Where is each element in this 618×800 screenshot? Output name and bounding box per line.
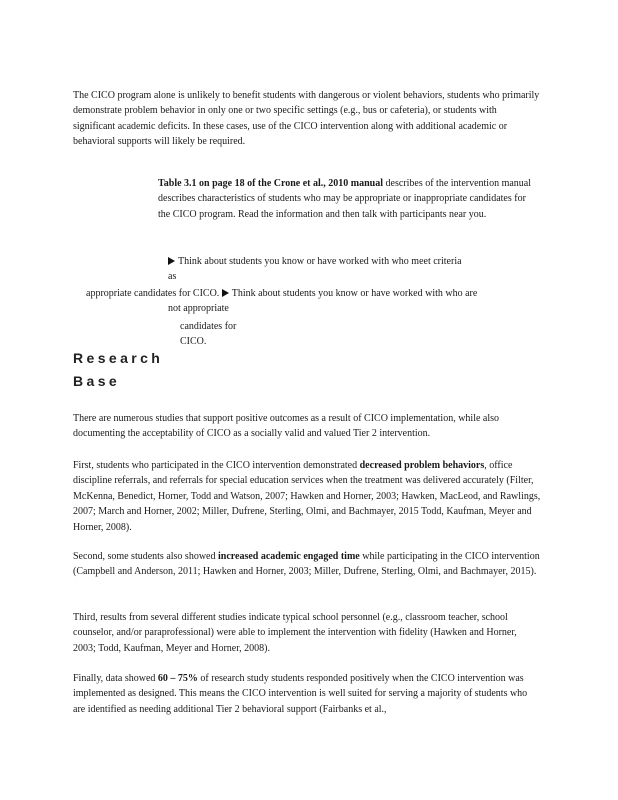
paragraph-text: , office discipline referrals, and referrals for special education services when the treatment was delivered accurately (Filter, McKenna, Benedict, Horner, Todd and Watson, 2007; Hawken and Horner, 2003; Hawken, MacLeod, and Rawlings, 2007; March and Horner, 2002; Miller, Dufrene, Sterling, Olmi, and Bachmayer, 2015 Todd, Kaufman, Meyer and Horner, 2008). <box>73 460 541 533</box>
emphasis: increased academic engaged time <box>218 551 360 562</box>
bullet-appropriate <box>168 254 462 269</box>
bullet-text: Think about students you know or have worked with who are <box>231 288 478 299</box>
section-heading-line1: Research <box>73 350 164 366</box>
bullet-arrow-icon <box>222 289 229 297</box>
section-heading-line2: Base <box>73 373 121 389</box>
bullet-continuation: CICO. <box>180 336 207 347</box>
paragraph-third: Third, results from several different studies indicate typical school personnel (e.g., classroom teacher, school counselor, and/or paraprofessional) were able to implement the intervention with fidelity (Hawken and Horner, 2003; Todd, Kaufman, Meyer and Horner, 2008). <box>73 612 517 654</box>
table-note-paragraph <box>158 176 538 222</box>
emphasis: decreased problem behaviors <box>359 460 485 471</box>
intro-paragraph: The CICO program alone is unlikely to benefit students with dangerous or violent behaviors, students who primarily demonstrate problem behavior in only one or two specific settings (e.g., bus or cafeteria), or students with significant academic deficits. In these cases, use of the CICO intervention along with additional academic or behavioral supports will likely be required. <box>73 90 540 148</box>
bullet-continuation: not appropriate <box>168 303 229 314</box>
bullet-continuation: as <box>168 271 177 282</box>
bullet-arrow-icon <box>168 257 175 265</box>
paragraph-text: Second, some students also showed <box>73 551 218 562</box>
paragraph-text: First, students who participated in the CICO intervention demonstrated <box>73 460 360 471</box>
paragraph-text: Finally, data showed <box>73 673 158 684</box>
paragraph-finally <box>73 671 541 717</box>
emphasis: 60 – 75% <box>157 673 198 684</box>
paragraph-first <box>73 458 541 535</box>
paragraph-text: of research study students responded positively when the CICO intervention was implemented as designed. This means the CICO intervention is well suited for serving a majority of students who are identified as needing additional Tier 2 behavioral support (Fairbanks et al., <box>73 673 528 715</box>
paragraph-text: while participating in the CICO intervention (Campbell and Anderson, 2011; Hawken and Horner, 2003; Miller, Dufrene, Sterling, Olmi, and Bachmayer, 2015). <box>73 551 540 578</box>
bullet-continuation: candidates for <box>180 321 237 332</box>
bullet-text: Think about students you know or have worked with who meet criteria <box>178 256 462 267</box>
paragraph-overview: There are numerous studies that support positive outcomes as a result of CICO implementation, while also documenting the acceptability of CICO as a socially valid and valued Tier 2 intervention. <box>73 413 500 440</box>
table-note-text: describes of the intervention manual describes characteristics of students who may be appropriate or inappropriate candidates for the CICO program. Read the information and then talk with participants near you. <box>158 178 532 220</box>
paragraph-second <box>73 549 541 580</box>
bullet-text: appropriate candidates for CICO. <box>86 288 220 299</box>
table-reference: Table 3.1 on page 18 of the Crone et al., 2010 manual <box>158 178 384 189</box>
bullet-not-appropriate <box>86 286 477 301</box>
